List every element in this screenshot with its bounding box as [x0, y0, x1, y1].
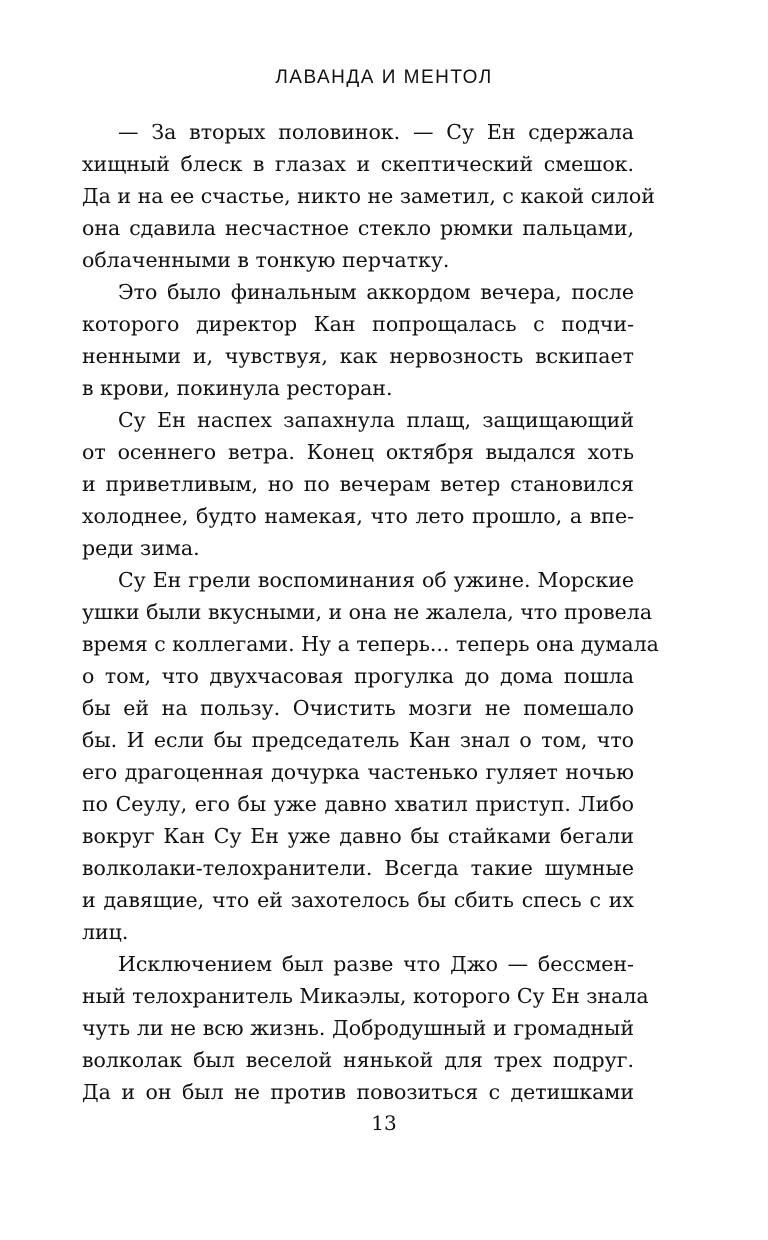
text-line: ушки были вкусными, и она не жалела, что провела [82, 600, 653, 624]
paragraph [82, 116, 655, 276]
text-line: волколак был веселой нянькой для трех подруг. [82, 1048, 634, 1072]
running-header: ЛАВАНДА И МЕНТОЛ [275, 67, 493, 88]
text-line: Это было финальным аккордом вечера, после [118, 280, 634, 304]
text-line: в крови, покинула ресторан. [82, 376, 393, 400]
text-line: о том, что двухчасовая прогулка до дома пошла [82, 664, 634, 688]
text-line: время с коллегами. Ну а теперь... теперь она думала [82, 632, 659, 656]
text-line: лиц. [82, 920, 129, 944]
text-line: по Сеулу, его бы уже давно хватил приступ. Либо [82, 792, 634, 816]
text-line: бы ей на пользу. Очистить мозги не помешало [82, 696, 634, 720]
text-line: ный телохранитель Микаэлы, которого Су Ен знала [82, 984, 649, 1008]
text-line: хищный блеск в глазах и скептический смешок. [82, 152, 634, 176]
text-line: Да и на ее счастье, никто не заметил, с какой силой [82, 184, 655, 208]
paragraph [82, 276, 634, 404]
text-line: от осеннего ветра. Конец октября выдался хоть [82, 440, 634, 464]
paragraph [82, 948, 649, 1108]
text-line: холоднее, будто намекая, что лето прошло, а впе- [82, 504, 634, 528]
text-line: и приветливым, но по вечерам ветер становился [82, 472, 634, 496]
page-number: 13 [371, 1111, 397, 1135]
text-line: Су Ен грели воспоминания об ужине. Морские [118, 568, 634, 592]
text-line: чуть ли не всю жизнь. Добродушный и громадный [82, 1016, 634, 1040]
text-line: волколаки-телохранители. Всегда такие шумные [82, 856, 634, 880]
text-line: которого директор Кан попрощалась с подчи- [82, 312, 634, 336]
text-line: Су Ен наспех запахнула плащ, защищающий [118, 408, 634, 432]
page-body [82, 116, 659, 1108]
text-line: реди зима. [82, 536, 200, 560]
text-line: бы. И если бы председатель Кан знал о том, что [82, 728, 634, 752]
text-line: его драгоценная дочурка частенько гуляет ночью [82, 760, 634, 784]
text-line: облаченными в тонкую перчатку. [82, 248, 450, 272]
text-line: Исключением был разве что Джо — бессмен- [118, 952, 634, 976]
paragraph [82, 564, 659, 948]
text-line: вокруг Кан Су Ен уже давно бы стайками бегали [82, 824, 634, 848]
text-line: ненными и, чувствуя, как нервозность вскипает [82, 344, 634, 368]
text-line: и давящие, что ей захотелось бы сбить спесь с их [82, 888, 634, 912]
text-line: она сдавила несчастное стекло рюмки пальцами, [82, 216, 634, 240]
paragraph [82, 404, 634, 564]
text-line: Да и он был не против повозиться с детишками [82, 1080, 634, 1104]
text-line: — За вторых половинок. — Су Ен сдержала [118, 120, 634, 144]
